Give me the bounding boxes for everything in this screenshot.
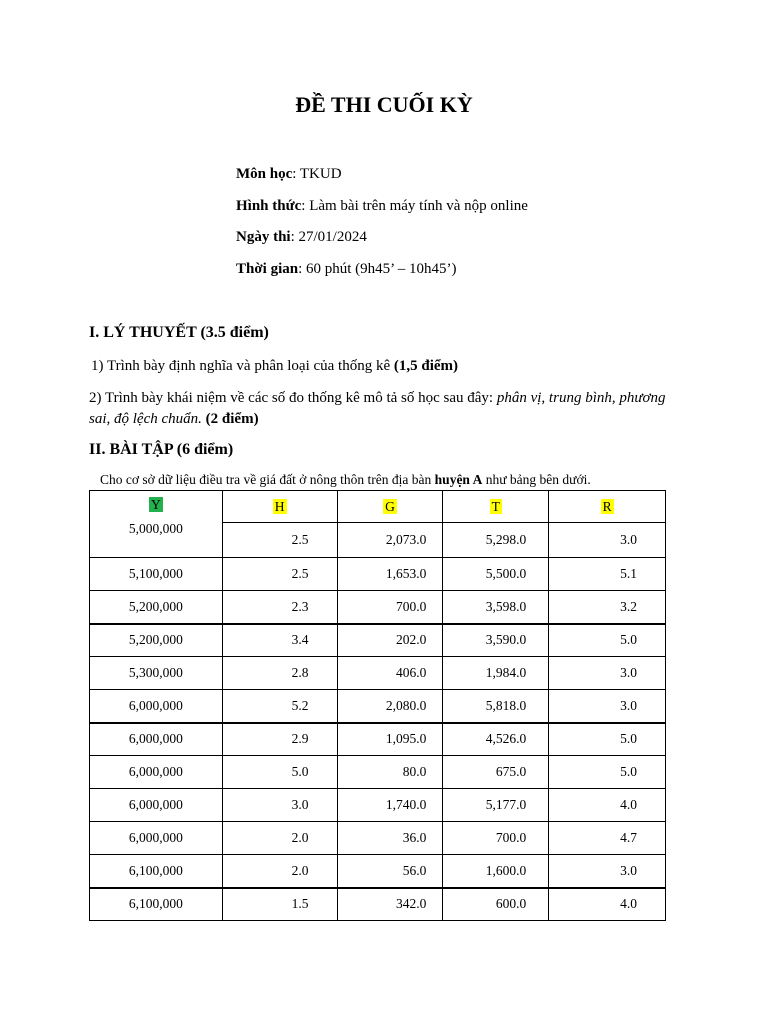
table-cell-g: 80.0 xyxy=(337,756,443,789)
table-cell-y: 6,100,000 xyxy=(90,888,223,921)
intro-text: Cho cơ sở dữ liệu điều tra về giá đất ở nông thôn trên địa bàn xyxy=(100,472,435,487)
table-cell-y: 5,100,000 xyxy=(90,558,223,591)
table-cell-g: 1,095.0 xyxy=(337,723,443,756)
table-cell-t: 1,600.0 xyxy=(443,855,549,888)
info-subject xyxy=(236,166,342,183)
info-label: Môn học xyxy=(236,166,293,182)
table-cell-t: 5,298.0 xyxy=(443,523,549,558)
info-label: Hình thức xyxy=(236,198,302,214)
info-label: Thời gian xyxy=(236,261,299,277)
question-points: (1,5 điểm) xyxy=(393,358,459,374)
table-cell-r: 4.7 xyxy=(549,822,666,855)
intro-text-end: như bảng bên dưới. xyxy=(482,472,591,487)
table-cell-t: 5,818.0 xyxy=(443,690,549,723)
table-cell-h: 2.0 xyxy=(222,855,337,888)
table-cell-r: 3.0 xyxy=(549,690,666,723)
table-cell-g: 36.0 xyxy=(337,822,443,855)
table-cell-r: 5.0 xyxy=(549,756,666,789)
intro-district: huyện A xyxy=(434,472,483,487)
info-date xyxy=(236,229,367,246)
table-cell-y: 5,200,000 xyxy=(90,591,223,624)
table-row xyxy=(90,756,666,789)
table-cell-g: 56.0 xyxy=(337,855,443,888)
table-cell-t: 700.0 xyxy=(443,822,549,855)
table-cell-r: 3.0 xyxy=(549,855,666,888)
question-2 xyxy=(89,388,679,430)
table-cell-y: 6,000,000 xyxy=(90,789,223,822)
info-format xyxy=(236,198,528,215)
table-cell-h: 2.0 xyxy=(222,822,337,855)
header-t: T xyxy=(491,498,500,514)
table-cell-g: 342.0 xyxy=(337,888,443,921)
table-cell-h: 3.4 xyxy=(222,624,337,657)
table-cell-t: 1,984.0 xyxy=(443,657,549,690)
table-cell-r: 5.0 xyxy=(549,723,666,756)
table-cell-r: 3.2 xyxy=(549,591,666,624)
table-cell-y: 6,000,000 xyxy=(90,756,223,789)
table-cell-t: 600.0 xyxy=(443,888,549,921)
table-cell-h: 2.5 xyxy=(222,558,337,591)
table-cell-y: 5,000,000 xyxy=(128,521,183,536)
table-cell-y: 6,000,000 xyxy=(90,723,223,756)
table-cell-h: 3.0 xyxy=(222,789,337,822)
info-duration xyxy=(236,261,457,278)
question-points: (2 điểm) xyxy=(201,411,259,427)
table-row xyxy=(90,723,666,756)
header-cell-t xyxy=(443,491,549,523)
table-cell-r: 3.0 xyxy=(549,523,666,558)
header-h: H xyxy=(274,498,285,514)
table-cell-r: 5.1 xyxy=(549,558,666,591)
table-cell-h: 2.9 xyxy=(222,723,337,756)
table-cell-r: 3.0 xyxy=(549,657,666,690)
table-row xyxy=(90,657,666,690)
table-cell-t: 3,598.0 xyxy=(443,591,549,624)
info-value: : Làm bài trên máy tính và nộp online xyxy=(301,198,528,214)
info-label: Ngày thi xyxy=(236,229,291,245)
table-cell-h: 5.0 xyxy=(222,756,337,789)
table-cell-t: 675.0 xyxy=(443,756,549,789)
table-row xyxy=(90,558,666,591)
table-cell-h: 5.2 xyxy=(222,690,337,723)
table-cell-y: 6,000,000 xyxy=(90,822,223,855)
table-cell-t: 3,590.0 xyxy=(443,624,549,657)
table-cell-r: 4.0 xyxy=(549,888,666,921)
table-row xyxy=(90,690,666,723)
header-cell-g xyxy=(337,491,443,523)
table-cell-g: 202.0 xyxy=(337,624,443,657)
table-cell-g: 1,653.0 xyxy=(337,558,443,591)
table-row xyxy=(90,888,666,921)
table-row xyxy=(90,624,666,657)
page-title: ĐỀ THI CUỐI KỲ xyxy=(295,92,473,117)
header-cell-h xyxy=(222,491,337,523)
land-price-table xyxy=(89,490,666,921)
table-cell-g: 2,073.0 xyxy=(337,523,443,558)
table-cell-g: 2,080.0 xyxy=(337,690,443,723)
question-terms: phân vị, trung bình, phương sai, độ lệch chuẩn. xyxy=(89,390,666,427)
table-cell-h: 2.5 xyxy=(222,523,337,558)
table-cell-t: 5,177.0 xyxy=(443,789,549,822)
table-cell-y: 6,100,000 xyxy=(90,855,223,888)
table-cell-t: 5,500.0 xyxy=(443,558,549,591)
info-value: : TKUD xyxy=(292,166,342,182)
question-1 xyxy=(91,356,681,377)
table-header-row xyxy=(90,491,666,523)
table-cell-t: 4,526.0 xyxy=(443,723,549,756)
table-cell-g: 700.0 xyxy=(337,591,443,624)
exercise-intro xyxy=(100,472,591,488)
question-text: 1) Trình bày định nghĩa và phân loại của thống kê xyxy=(91,358,394,374)
info-value: : 27/01/2024 xyxy=(290,229,367,245)
table-row xyxy=(90,822,666,855)
table-cell-r: 4.0 xyxy=(549,789,666,822)
table-row xyxy=(90,855,666,888)
info-value: : 60 phút (9h45’ – 10h45’) xyxy=(298,261,457,277)
table-row xyxy=(90,591,666,624)
header-r: R xyxy=(602,498,612,514)
table-cell-h: 2.8 xyxy=(222,657,337,690)
table-cell-h: 1.5 xyxy=(222,888,337,921)
section-exercise-heading: II. BÀI TẬP (6 điểm) xyxy=(89,441,234,458)
table-cell-h: 2.3 xyxy=(222,591,337,624)
table-cell-r: 5.0 xyxy=(549,624,666,657)
table-cell-g: 406.0 xyxy=(337,657,443,690)
header-cell-y xyxy=(90,491,223,558)
header-y: Y xyxy=(151,497,161,512)
table-cell-g: 1,740.0 xyxy=(337,789,443,822)
table-row xyxy=(90,789,666,822)
table-cell-y: 5,300,000 xyxy=(90,657,223,690)
table-cell-y: 5,200,000 xyxy=(90,624,223,657)
header-cell-r xyxy=(549,491,666,523)
table-cell-y: 6,000,000 xyxy=(90,690,223,723)
question-text: 2) Trình bày khái niệm về các số đo thống kê mô tả số học sau đây: xyxy=(89,390,497,406)
header-g: G xyxy=(385,498,395,514)
section-theory-heading: I. LÝ THUYẾT (3.5 điểm) xyxy=(89,324,269,341)
